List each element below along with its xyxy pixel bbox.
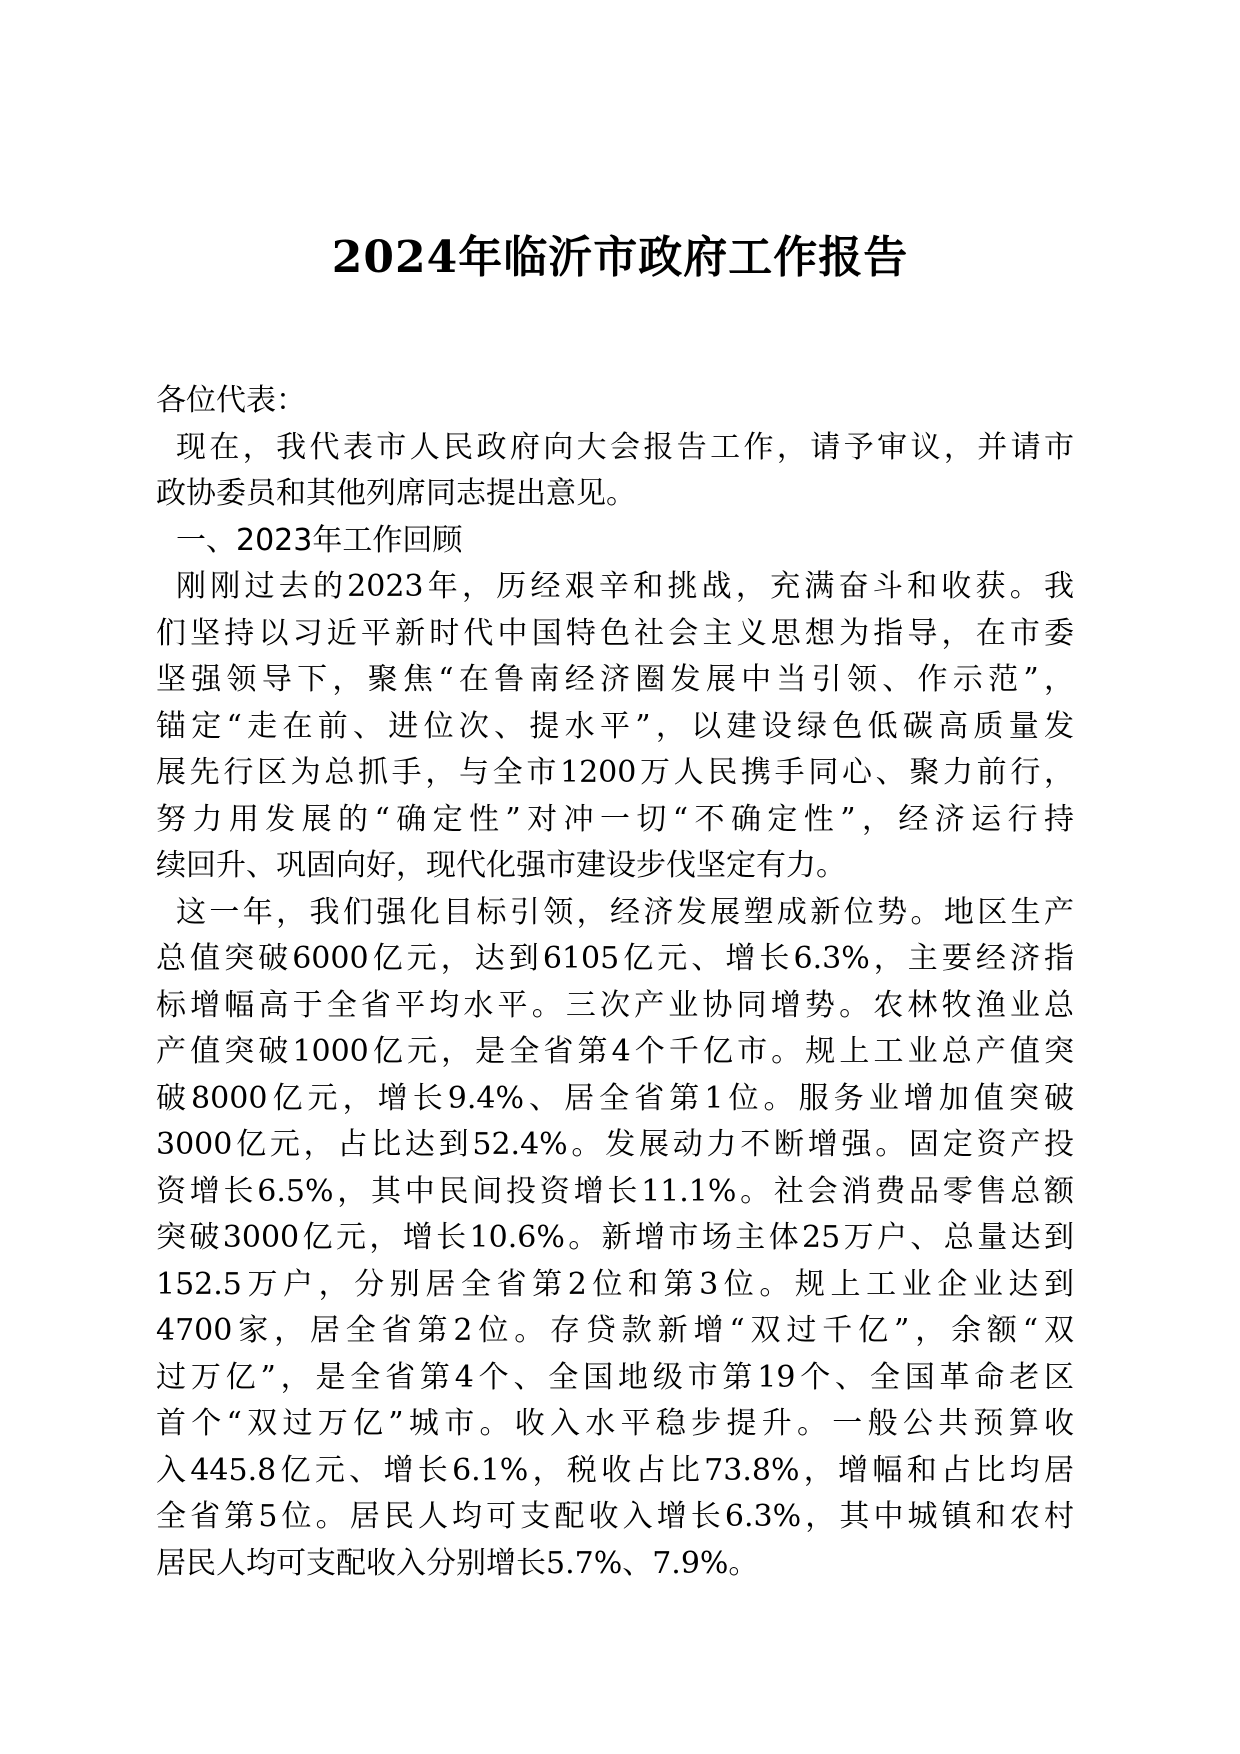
paragraph-line: 展先行区为总抓手，与全市1200万人民携手同心、聚力前行， — [156, 755, 1074, 790]
document-title: 2024年临沂市政府工作报告 — [331, 232, 909, 283]
intro-line: 政协委员和其他列席同志提出意见。 — [156, 476, 636, 511]
paragraph-line: 努力用发展的“确定性”对冲一切“不确定性”，经济运行持 — [156, 801, 1074, 837]
paragraph-line: 资增长6.5%，其中民间投资增长11.1%。社会消费品零售总额 — [156, 1173, 1074, 1209]
paragraph-line: 3000亿元，占比达到52.4%。发展动力不断增强。固定资产投 — [156, 1127, 1074, 1162]
paragraph-line: 入445.8亿元、增长6.1%，税收占比73.8%，增幅和占比均居 — [156, 1452, 1074, 1488]
paragraph-line: 破8000亿元，增长9.4%、居全省第1位。服务业增加值突破 — [156, 1080, 1074, 1116]
paragraph-line: 过万亿”，是全省第4个、全国地级市第19个、全国革命老区 — [156, 1359, 1074, 1395]
paragraph-line: 刚刚过去的2023年，历经艰辛和挑战，充满奋斗和收获。我 — [176, 569, 1074, 604]
paragraph-line: 居民人均可支配收入分别增长5.7%、7.9%。 — [156, 1545, 759, 1581]
paragraph-line: 总值突破6000亿元，达到6105亿元、增长6.3%，主要经济指 — [156, 941, 1074, 976]
paragraph-line: 突破3000亿元，增长10.6%。新增市场主体25万户、总量达到 — [156, 1220, 1074, 1255]
paragraph-line: 首个“双过万亿”城市。收入水平稳步提升。一般公共预算收 — [156, 1406, 1074, 1441]
paragraph-line: 们坚持以习近平新时代中国特色社会主义思想为指导，在市委 — [156, 615, 1074, 651]
paragraph-line: 产值突破1000亿元，是全省第4个千亿市。规上工业总产值突 — [156, 1034, 1074, 1069]
intro-line: 现在，我代表市人民政府向大会报告工作，请予审议，并请市 — [176, 429, 1074, 465]
salutation: 各位代表： — [156, 383, 306, 418]
paragraph-line: 这一年，我们强化目标引领，经济发展塑成新位势。地区生产 — [176, 894, 1074, 930]
document-body — [156, 378, 1074, 1587]
paragraph-line: 全省第5位。居民人均可支配收入增长6.3%，其中城镇和农村 — [156, 1499, 1074, 1534]
paragraph-line: 续回升、巩固向好，现代化强市建设步伐坚定有力。 — [156, 848, 846, 883]
paragraph-line: 4700家，居全省第2位。存贷款新增“双过千亿”，余额“双 — [156, 1313, 1074, 1348]
section-heading: 一、2023年工作回顾 — [176, 522, 463, 558]
paragraph-line: 标增幅高于全省平均水平。三次产业协同增势。农林牧渔业总 — [156, 987, 1074, 1023]
paragraph-line: 152.5万户，分别居全省第2位和第3位。规上工业企业达到 — [156, 1266, 1074, 1302]
paragraph-line: 锚定“走在前、进位次、提水平”，以建设绿色低碳高质量发 — [156, 708, 1074, 744]
paragraph-line: 坚强领导下，聚焦“在鲁南经济圈发展中当引领、作示范”， — [156, 662, 1074, 697]
